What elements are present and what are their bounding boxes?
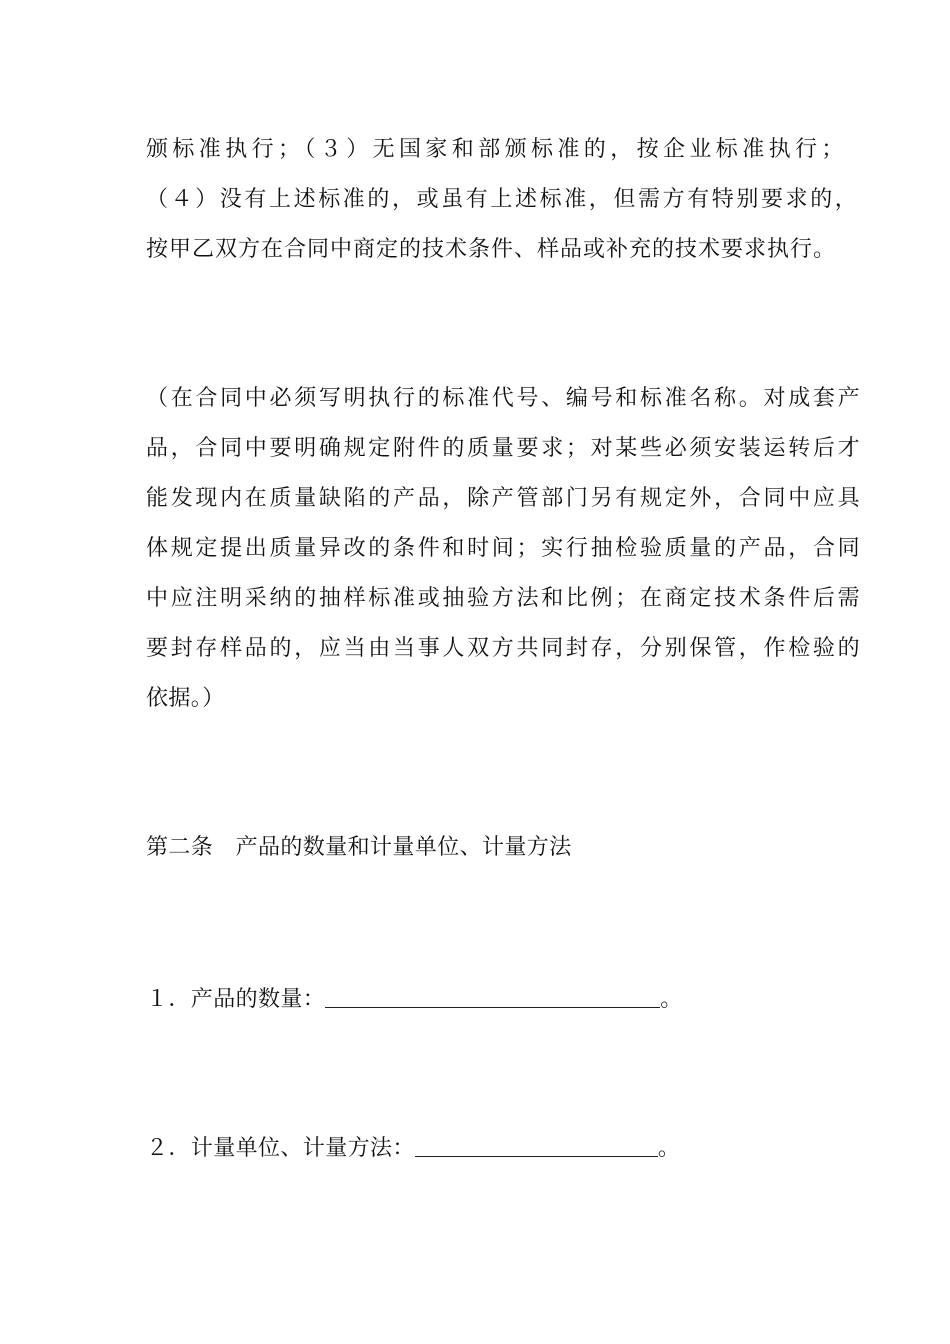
paragraph2-line1: （在合同中必须写明执行的标准代号、编号和标准名称。对成套产 <box>146 386 863 411</box>
item2-label: ２．计量单位、计量方法： <box>146 1136 415 1161</box>
item2-end: 。 <box>657 1136 681 1161</box>
paragraph2-line2: 品，合同中要明确规定附件的质量要求；对某些必须安装运转后才 <box>146 436 863 461</box>
article2-item1 <box>146 983 683 1015</box>
article2-item2 <box>146 1132 680 1164</box>
paragraph1-line2: （４）没有上述标准的，或虽有上述标准，但需方有特别要求的， <box>146 187 860 212</box>
item1-end: 。 <box>660 987 683 1012</box>
paragraph2-line6: 要封存样品的，应当由当事人双方共同封存，分别保管，作检验的 <box>146 636 863 661</box>
article2-heading: 第二条 产品的数量和计量单位、计量方法 <box>146 835 572 860</box>
paragraph2-line7: 依据。） <box>146 686 225 711</box>
item1-blank-field[interactable] <box>325 985 660 1008</box>
item1-label: １．产品的数量： <box>146 987 326 1012</box>
paragraph2-line3: 能发现内在质量缺陷的产品，除产管部门另有规定外，合同中应具 <box>146 486 863 511</box>
paragraph2-line4: 体规定提出质量异改的条件和时间；实行抽检验质量的产品，合同 <box>146 536 863 561</box>
paragraph2-line5: 中应注明采纳的抽样标准或抽验方法和比例；在商定技术条件后需 <box>146 586 863 611</box>
paragraph1-line3: 按甲乙双方在合同中商定的技术条件、样品或补充的技术要求执行。 <box>146 237 837 262</box>
paragraph1-line1: 颁标准执行；（３）无国家和部颁标准的，按企业标准执行； <box>146 137 848 162</box>
item2-blank-field[interactable] <box>415 1134 658 1157</box>
